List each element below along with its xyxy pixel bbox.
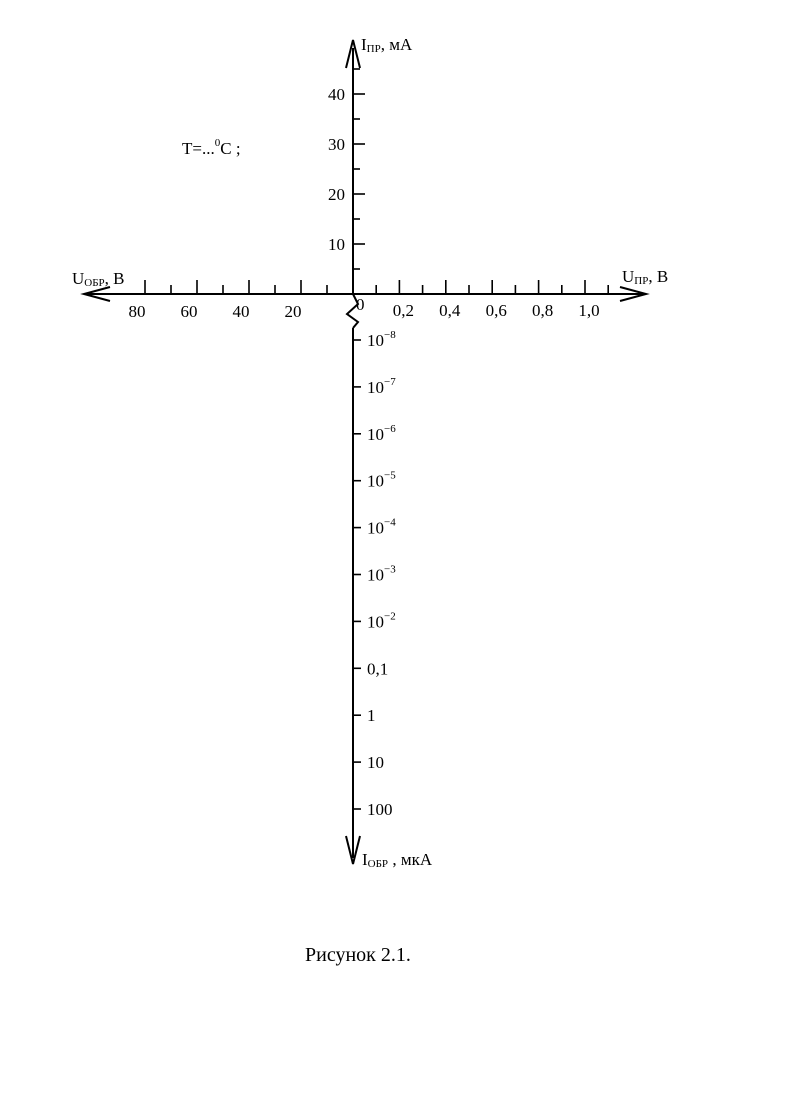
tick-labels	[129, 85, 600, 819]
reverse-current-tick-label: $10^{-7}$	[367, 375, 396, 397]
forward-voltage-tick-label: 0,2	[392, 301, 415, 320]
reverse-voltage-tick-label: 60	[180, 302, 198, 321]
forward-voltage-tick-label: 1,0	[578, 301, 600, 320]
reverse-current-tick-label: 1	[367, 706, 376, 726]
reverse-current-tick-label: $10^{-6}$	[367, 422, 396, 444]
temperature-note: T=...$^0$C ;	[182, 137, 241, 158]
reverse-current-tick-label: $10^{-2}$	[367, 610, 396, 632]
reverse-voltage-tick-label: 20	[284, 302, 302, 321]
forward-voltage-tick-label: 0,4	[439, 301, 461, 320]
forward-voltage-tick-label: 0,6	[485, 301, 507, 320]
reverse-voltage-tick-label: 40	[232, 302, 250, 321]
figure-caption: Рисунок 2.1.	[305, 944, 411, 966]
reverse-current-tick-label: $10^{-3}$	[367, 563, 396, 585]
forward-current-tick-label: 10	[328, 235, 345, 254]
reverse-current-tick-label: $10^{-5}$	[367, 469, 396, 491]
forward-voltage-tick-label: 0,8	[531, 301, 554, 320]
axis-title-reverse-current: IОБР , мкА	[362, 850, 433, 870]
forward-current-tick-label: 20	[328, 185, 345, 204]
axis-title-forward-current: IПР, мА	[361, 35, 413, 55]
reverse-voltage-tick-label: 80	[128, 302, 146, 321]
reverse-current-tick-label: $10^{-8}$	[367, 329, 396, 350]
forward-current-tick-label: 40	[328, 85, 345, 104]
forward-current-tick-label: 30	[328, 135, 345, 154]
origin-label: 0	[356, 295, 365, 314]
reverse-current-tick-label: 0,1	[367, 659, 389, 679]
axis-title-reverse-voltage: UОБР, В	[72, 269, 125, 289]
reverse-current-tick-label: 100	[367, 800, 393, 819]
axis-title-forward-voltage: UПР, В	[622, 267, 669, 287]
reverse-current-tick-label: 10	[367, 753, 384, 773]
reverse-current-tick-label: $10^{-4}$	[367, 516, 396, 538]
axes	[84, 40, 646, 864]
